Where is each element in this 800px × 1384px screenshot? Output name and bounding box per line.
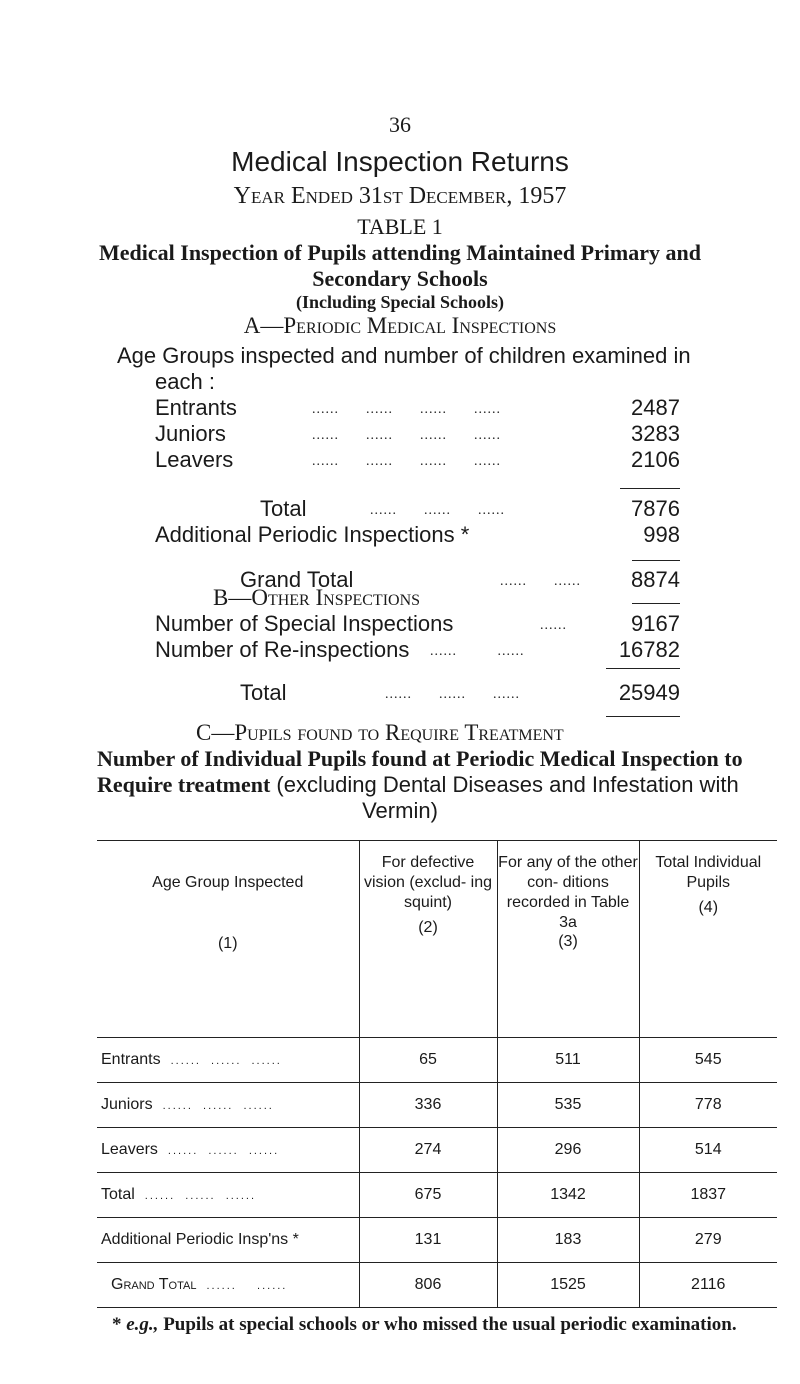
section-c-desc-line-3: Vermin) [362,798,438,823]
row-label: Grand Total ...... ...... [97,1263,359,1308]
section-a-total-value: 7876 [631,496,680,521]
table-label: TABLE 1 [357,214,443,239]
footnote-eg: e.g., [126,1314,159,1335]
section-c-desc-bold: Require treatment [97,772,271,797]
leader-dots: ...... ...... ...... ...... [312,454,501,469]
sum-rule [632,560,680,561]
table-row [97,1218,777,1263]
grand-total-value: 8874 [631,567,680,592]
additional-periodic-label: Additional Periodic Inspections * [155,522,470,547]
cell-defective-vision: 274 [359,1128,497,1173]
entrants-value: 2487 [631,395,680,420]
header-defective-vision: For defective vision (exclud- ing squint) (2) [359,841,497,1038]
page-number: 36 [389,112,411,137]
row-label: Additional Periodic Insp'ns * [97,1218,359,1263]
sum-rule [632,603,680,604]
header-total-pupils: Total Individual Pupils (4) [639,841,777,1038]
section-a-title: A—Periodic Medical Inspections [243,313,557,338]
cell-other-conditions: 1342 [497,1173,639,1218]
section-c-title: C—Pupils found to Require Treatment [196,720,564,745]
leader-dots: ...... ...... ...... [370,503,505,518]
footnote-text: Pupils at special schools or who missed the usual periodic examination. [163,1314,737,1335]
table-row [97,1128,777,1173]
cell-defective-vision: 806 [359,1263,497,1308]
section-b-title: B—Other Inspections [213,585,421,610]
sum-rule [606,716,680,717]
leader-dots: ...... [540,618,567,633]
header-age-group: Age Group Inspected (1) [97,841,359,1038]
cell-other-conditions: 511 [497,1038,639,1083]
leader-dots: ...... ...... ...... ...... [312,428,501,443]
heading-line-1: Medical Inspection of Pupils attending Maintained Primary and [99,240,701,265]
section-c-desc-line-2 [97,772,739,798]
table-row [97,1038,777,1083]
additional-periodic-value: 998 [643,522,680,547]
leader-dots: ...... ...... ...... ...... [312,402,501,417]
cell-total: 279 [639,1218,777,1263]
footnote [112,1314,737,1336]
re-inspections-value: 16782 [618,637,680,662]
page-title: Medical Inspection Returns [231,146,569,177]
re-inspections-label: Number of Re-inspections [155,637,410,662]
cell-defective-vision: 675 [359,1173,497,1218]
cell-total: 778 [639,1083,777,1128]
leader-dots: ...... ...... ...... [385,687,520,702]
footnote-star: * [112,1314,122,1335]
section-a-intro-line-2: each : [155,369,215,394]
heading-line-3: (Including Special Schools) [295,292,505,312]
cell-other-conditions: 183 [497,1218,639,1263]
leavers-value: 2106 [631,447,680,472]
page-subtitle: Year Ended 31st December, 1957 [233,183,567,209]
grand-total-label: Grand Total [240,567,354,592]
cell-total: 2116 [639,1263,777,1308]
table-row [97,1263,777,1308]
juniors-label: Juniors [155,421,226,446]
cell-other-conditions: 296 [497,1128,639,1173]
heading-line-2: Secondary Schools [312,266,488,291]
leader-dots: ...... ...... [430,644,525,659]
section-a-intro-line-1: Age Groups inspected and number of children examined in [117,343,691,368]
cell-total: 545 [639,1038,777,1083]
cell-defective-vision: 131 [359,1218,497,1263]
cell-defective-vision: 65 [359,1038,497,1083]
section-b-total-label: Total [240,680,287,705]
cell-defective-vision: 336 [359,1083,497,1128]
leavers-label: Leavers [155,447,234,472]
cell-other-conditions: 535 [497,1083,639,1128]
special-inspections-value: 9167 [631,611,680,636]
row-label: Juniors ...... ...... ...... [97,1083,359,1128]
row-label: Leavers ...... ...... ...... [97,1128,359,1173]
special-inspections-label: Number of Special Inspections [155,611,454,636]
entrants-label: Entrants [155,395,237,420]
leader-dots: ...... ...... [500,574,581,589]
row-label: Entrants ...... ...... ...... [97,1038,359,1083]
cell-total: 1837 [639,1173,777,1218]
section-c-desc-line-1: Number of Individual Pupils found at Periodic Medical Inspection to [97,746,743,771]
treatment-table [97,840,777,1308]
section-c-desc-rest: (excluding Dental Diseases and Infestation with [270,772,739,797]
table-header-row [97,841,777,1038]
sum-rule [606,668,680,669]
header-other-conditions: For any of the other con- ditions recorded in Table 3a (3) [497,841,639,1038]
cell-other-conditions: 1525 [497,1263,639,1308]
section-a-total-label: Total [260,496,307,521]
sum-rule [620,488,680,489]
row-label: Total ...... ...... ...... [97,1173,359,1218]
cell-total: 514 [639,1128,777,1173]
juniors-value: 3283 [631,421,680,446]
table-row [97,1083,777,1128]
table-row [97,1173,777,1218]
section-b-total-value: 25949 [618,680,680,705]
